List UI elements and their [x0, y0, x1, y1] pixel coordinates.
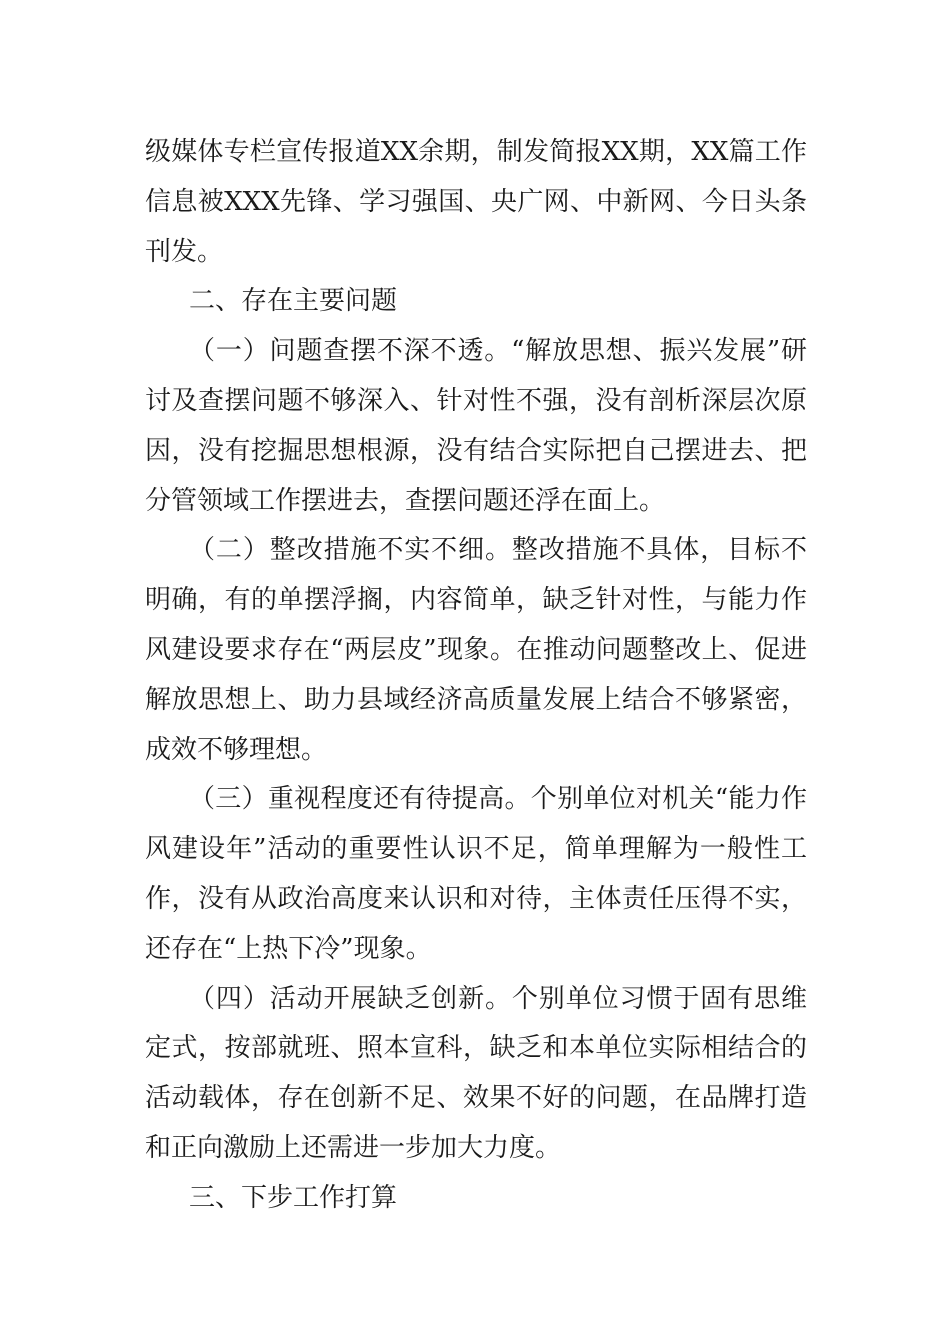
- paragraph-issue-3: （三）重视程度还有待提高。个别单位对机关“能力作风建设年”活动的重要性认识不足，简单理解为一般性工作，没有从政治高度来认识和对待，主体责任压得不实，还存在“上热下冷”现象。: [145, 784, 807, 964]
- document-body: [145, 128, 807, 1224]
- paragraph-issue-2: （二）整改措施不实不细。整改措施不具体，目标不明确，有的单摆浮搁，内容简单，缺乏针对性，与能力作风建设要求存在“两层皮”现象。在推动问题整改上、促进解放思想上、助力县域经济高质量发展上结合不够紧密，成效不够理想。: [145, 535, 807, 765]
- paragraph-issue-1: （一）问题查摆不深不透。“解放思想、振兴发展”研讨及查摆问题不够深入、针对性不强，没有剖析深层次原因，没有挖掘思想根源，没有结合实际把自己摆进去、把分管领域工作摆进去，查摆问题还浮在面上。: [145, 336, 807, 516]
- section-heading-problems: 二、存在主要问题: [189, 286, 398, 317]
- section-heading-next-steps: 三、下步工作打算: [189, 1182, 398, 1213]
- paragraph-issue-4: （四）活动开展缺乏创新。个别单位习惯于固有思维定式，按部就班、照本宣科，缺乏和本单位实际相结合的活动载体，存在创新不足、效果不好的问题，在品牌打造和正向激励上还需进一步加大力度。: [145, 983, 807, 1163]
- paragraph-intro-continuation: 级媒体专栏宣传报道XX余期，制发简报XX期，XX篇工作信息被XXX先锋、学习强国、央广网、中新网、今日头条刊发。: [145, 137, 807, 267]
